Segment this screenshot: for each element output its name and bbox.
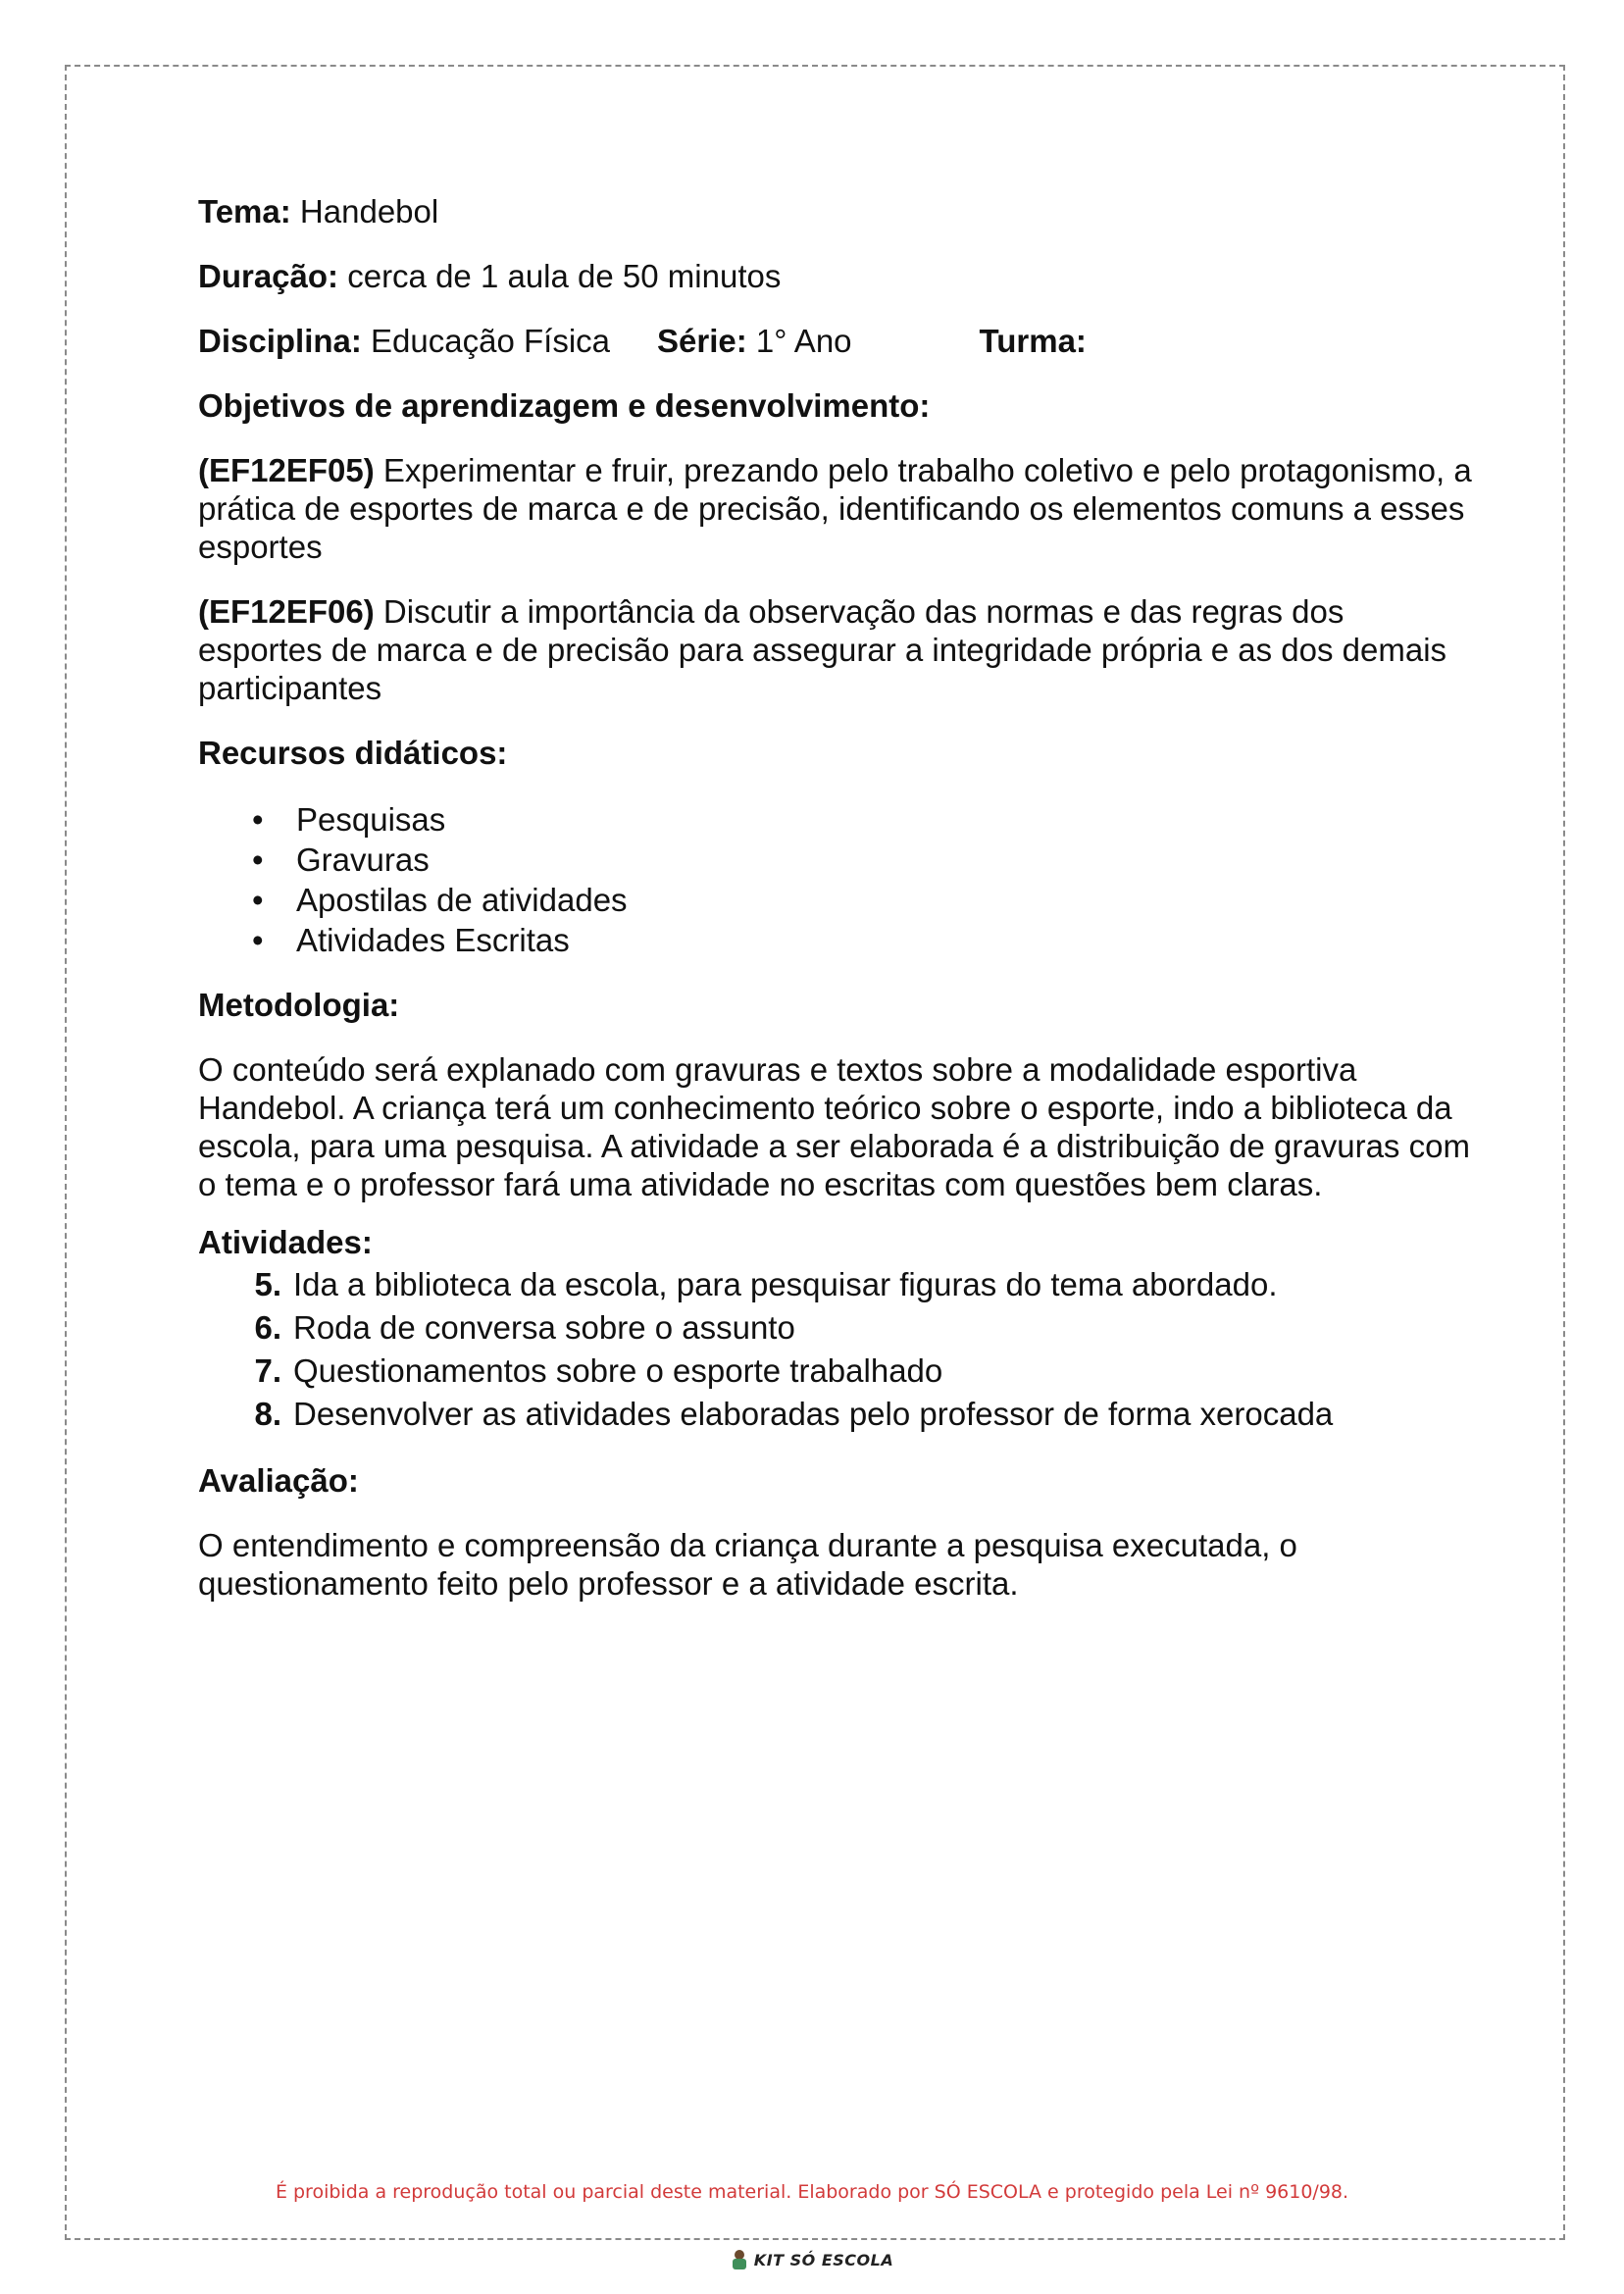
bullet-icon: • — [252, 841, 264, 878]
serie-group — [657, 322, 852, 360]
serie-label: Série: — [657, 323, 747, 359]
list-item — [198, 840, 1473, 880]
list-item-text: Questionamentos sobre o esporte trabalhado — [293, 1352, 943, 1389]
list-item-text: Roda de conversa sobre o assunto — [293, 1309, 795, 1346]
objetivos-heading: Objetivos de aprendizagem e desenvolvimento: — [198, 387, 931, 424]
list-item-text: Apostilas de atividades — [296, 882, 628, 918]
objetivo-item — [198, 451, 1473, 566]
objetivo-item — [198, 592, 1473, 707]
atividades-list — [198, 1263, 1473, 1436]
brand-name: KIT SÓ ESCOLA — [753, 2250, 894, 2269]
disciplina-label: Disciplina: — [198, 323, 362, 359]
objetivo-text: Discutir a importância da observação das normas e das regras dos esportes de marca e de precisão para assegurar a integridade própria e as dos demais participantes — [198, 593, 1447, 706]
list-item — [198, 1393, 1473, 1436]
objetivo-code: (EF12EF05) — [198, 452, 375, 488]
bullet-icon: • — [252, 801, 264, 838]
tema-label: Tema: — [198, 193, 291, 229]
list-item — [198, 880, 1473, 920]
list-item — [198, 799, 1473, 840]
list-item-text: Gravuras — [296, 841, 430, 878]
duracao-value: cerca de 1 aula de 50 minutos — [347, 258, 782, 294]
serie-value: 1° Ano — [755, 323, 852, 359]
duracao-row — [198, 257, 1473, 295]
list-item — [198, 1350, 1473, 1393]
disciplina-row — [198, 322, 1473, 360]
avaliacao-text: O entendimento e compreensão da criança durante a pesquisa executada, o questionamento feito pelo professor e a atividade escrita. — [198, 1527, 1297, 1602]
person-logo-icon — [731, 2250, 748, 2269]
bullet-icon: • — [252, 882, 264, 918]
recursos-heading: Recursos didáticos: — [198, 735, 508, 771]
list-item-number: 5. — [254, 1266, 281, 1302]
tema-value: Handebol — [299, 193, 439, 229]
bullet-icon: • — [252, 922, 264, 958]
metodologia-text: O conteúdo será explanado com gravuras e textos sobre a modalidade esportiva Handebol. A criança terá um conhecimento teórico sobre o esporte, indo a biblioteca da escola, para uma pesquisa. A atividade a ser elaborada é a distribuição de gravuras com o tema e o professor fará uma atividade no escritas com questões bem claras. — [198, 1051, 1470, 1202]
objetivo-text: Experimentar e fruir, prezando pelo trabalho coletivo e pelo protagonismo, a prática de esportes de marca e de precisão, identificando os elementos comuns a esses esportes — [198, 452, 1472, 565]
list-item-text: Ida a biblioteca da escola, para pesquisar figuras do tema abordado. — [293, 1266, 1278, 1302]
copyright-notice: É proibida a reprodução total ou parcial deste material. Elaborado por SÓ ESCOLA e protegido pela Lei nº 9610/98. — [275, 2181, 1349, 2203]
list-item — [198, 1263, 1473, 1306]
list-item-number: 7. — [254, 1352, 281, 1389]
list-item-text: Atividades Escritas — [296, 922, 570, 958]
tema-row — [198, 192, 1473, 230]
atividades-heading: Atividades: — [198, 1224, 373, 1260]
disciplina-group — [198, 322, 610, 360]
turma-label: Turma: — [979, 323, 1087, 359]
list-item-number: 6. — [254, 1309, 281, 1346]
disciplina-value: Educação Física — [371, 323, 611, 359]
list-item-text: Desenvolver as atividades elaboradas pelo professor de forma xerocada — [293, 1396, 1334, 1432]
avaliacao-heading: Avaliação: — [198, 1462, 359, 1499]
list-item-number: 8. — [254, 1396, 281, 1432]
recursos-list — [198, 799, 1473, 960]
lesson-plan — [198, 192, 1473, 1603]
list-item — [198, 920, 1473, 960]
metodologia-heading: Metodologia: — [198, 987, 400, 1023]
duracao-label: Duração: — [198, 258, 339, 294]
list-item — [198, 1306, 1473, 1350]
list-item-text: Pesquisas — [296, 801, 446, 838]
objetivo-code: (EF12EF06) — [198, 593, 375, 630]
brand-footer — [0, 2250, 1624, 2269]
